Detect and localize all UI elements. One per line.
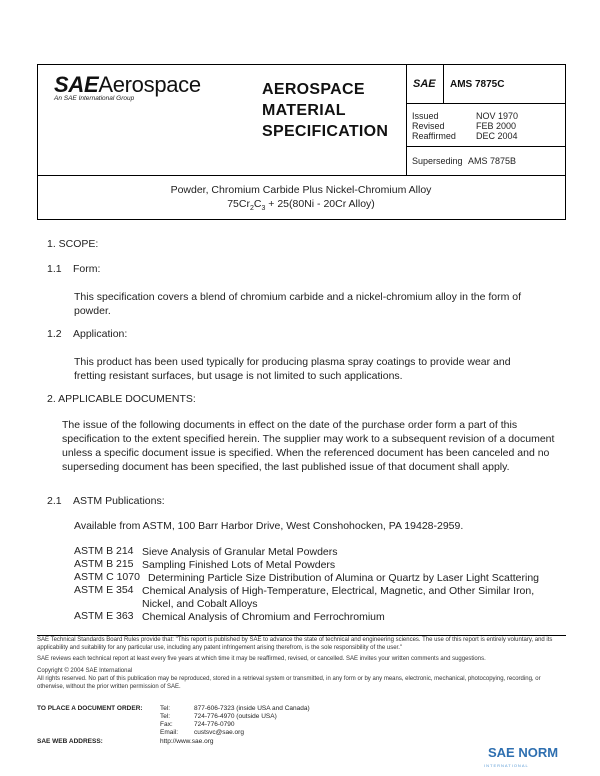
footer-copyright: Copyright © 2004 SAE International [37,668,133,674]
order-label: TO PLACE A DOCUMENT ORDER: [37,705,143,712]
reaffirmed-label: Reaffirmed [412,131,456,141]
reference-code: ASTM B 215 [74,558,134,570]
reference-code: ASTM E 354 [74,584,134,596]
reference-code: ASTM B 214 [74,545,134,557]
astm-address: Available from ASTM, 100 Barr Harbor Drive, West Conshohocken, PA 19428-2959. [74,520,464,532]
tel2-value[interactable]: 724-776-4970 (outside USA) [194,713,277,720]
reaffirmed-value: DEC 2004 [476,131,518,141]
section-1-heading: 1. SCOPE: [47,238,99,250]
tel2-label: Tel: [160,713,171,720]
footer-rules-text: SAE Technical Standards Board Rules provide that: "This report is published by SAE to advance the state of technical and engineering sciences. The use of this report is entirely voluntary, and its applicability and suitability for any particular use, including any patent infringement arising therefrom, is the sole responsibility of the user." [37,637,553,651]
fax-label: Fax: [160,721,173,728]
email-label: Email: [160,729,179,736]
sae-small-logo: SAE [413,78,436,90]
footer-review-text: SAE reviews each technical report at least every five years at which time it may be reaffirmed, revised, or cancelled. SAE invites your written comments and suggestions. [37,656,486,662]
document-title-line2: $75Cr_2C_3 + 25(80Ni - 20Cr$ Alloy) [227,198,375,213]
section-1-2-heading: Application: [73,328,128,340]
web-link[interactable]: http://www.sae.org [160,738,214,745]
reference-code: ASTM E 363 [74,610,134,622]
tel-value[interactable]: 877-606-7323 (inside USA and Canada) [194,705,310,712]
document-type-title: AEROSPACE MATERIAL SPECIFICATION [262,81,389,140]
superseding-label: Superseding [412,156,463,166]
reference-title: Sampling Finished Lots of Metal Powders [142,559,336,571]
reference-code: ASTM C 1070 [74,571,140,583]
section-1-1-text: This specification covers a blend of chromium carbide and a nickel-chromium alloy in the form of powder. [74,291,522,317]
web-label: SAE WEB ADDRESS: [37,738,103,745]
logo-tagline: An SAE International Group [54,95,135,102]
revised-label: Revised [412,121,445,131]
meta-divider [407,146,565,147]
section-1-2-text: This product has been used typically for producing plasma spray coatings to provide wear and fretting resistant surfaces, but usage is not limited to such applications. [74,356,511,382]
sae-norm-watermark: SAE NORM [488,745,559,760]
tel-label: Tel: [160,705,171,712]
section-2-1-heading: ASTM Publications: [73,495,165,507]
footer-rule [37,635,566,636]
superseding-value: AMS 7875B [468,156,517,166]
sae-norm-subtitle: INTERNATIONAL [484,763,529,768]
issued-value: NOV 1970 [476,111,519,121]
reference-title-continued: Nickel, and Cobalt Alloys [142,598,258,610]
email-link[interactable]: custsvc@sae.org [194,729,244,736]
section-1-1-number: 1.1 [47,263,62,275]
reference-title: Sieve Analysis of Granular Metal Powders [142,546,338,558]
ams-number: AMS 7875C [450,79,505,90]
footer-rights: All rights reserved. No part of this publication may be reproduced, stored in a retrieval system or transmitted, in any form or by any means, electronic, mechanical, photocopying, recording, or otherwise, without the prior written permission of SAE. [37,676,541,690]
section-2-1-number: 2.1 [47,495,62,507]
fax-value: 724-776-0790 [194,721,235,728]
reference-title: Determining Particle Size Distribution of Alumina or Quartz by Laser Light Scattering [148,572,540,584]
section-2-heading: 2. APPLICABLE DOCUMENTS: [47,393,196,405]
section-2-text: The issue of the following documents in effect on the date of the purchase order form a part of this specification to the extent specified herein. The supplier may work to a subsequent revision of a document unless a specific document issue is specified. When the referenced document has been canceled and no superseding document has been specified, the last published issue of that document shall apply. [62,419,555,473]
reference-title: Chemical Analysis of High-Temperature, Electrical, Magnetic, and Other Similar Iron, [142,585,535,597]
document-title-line1: Powder, Chromium Carbide Plus Nickel-Chromium Alloy [170,184,432,196]
section-1-1-heading: Form: [73,263,101,275]
issued-label: Issued [412,111,439,121]
revised-value: FEB 2000 [476,121,517,131]
reference-title: Chemical Analysis of Chromium and Ferrochromium [142,611,385,623]
sae-aerospace-logo: SAEAerospace [54,72,201,97]
section-1-2-number: 1.2 [47,328,62,340]
